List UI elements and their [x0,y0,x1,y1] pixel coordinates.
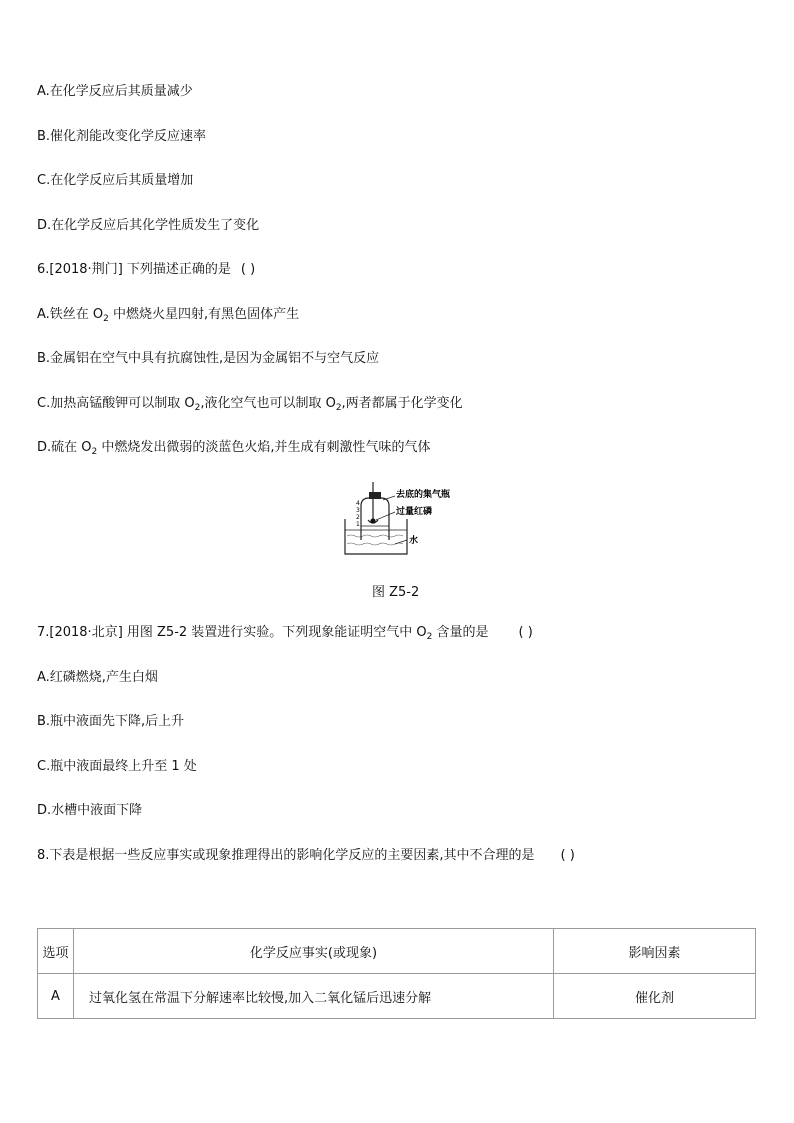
q7-option-b: B.瓶中液面先下降,后上升 [37,714,185,729]
q6-option-b: B.金属铝在空气中具有抗腐蚀性,是因为金属铝不与空气反应 [37,351,380,366]
q6-option-a [37,306,299,325]
q6-c-mid: ,液化空气也可以制取 O [200,396,336,411]
scale-mark-4: 4 [356,500,360,507]
q6-c-subscript-2: 2 [335,403,342,413]
water-wave-1 [347,535,403,537]
scale-mark-2: 2 [356,514,360,521]
row-a-fact: 过氧化氢在常温下分解速率比较慢,加入二氧化锰后迅速分解 [74,974,554,1019]
q6-d-pre: D.硫在 O [37,440,92,455]
table-header-row [38,929,756,974]
q6-c-pre: C.加热高锰酸钾可以制取 O [37,396,195,411]
q6-option-d [37,439,431,458]
q7-answer-paren: ( ) [518,625,533,640]
row-a-option: A [38,974,74,1019]
q7-stem [37,624,533,643]
red-phosphorus [370,518,375,523]
q7-option-c: C.瓶中液面最终上升至 1 处 [37,759,197,774]
q6-a-pre: A.铁丝在 O [37,307,104,322]
table-row [38,974,756,1019]
q8-stem [37,847,575,865]
apparatus-diagram [343,482,455,556]
q8-answer-paren: ( ) [560,848,575,863]
q6-d-subscript: 2 [91,447,98,457]
figure-caption: 图 Z5-2 [372,585,420,600]
bottomless-bottle [361,498,389,540]
q6-a-post: 中燃烧火星四射,有黑色固体产生 [108,307,300,322]
leader-phosphorus [376,512,395,520]
q5-option-c: C.在化学反应后其质量增加 [37,173,194,188]
q8-stem-text: 8.下表是根据一些反应事实或现象推理得出的影响化学反应的主要因素,其中不合理的是 [37,848,535,863]
q6-stem [37,261,255,279]
q6-c-post: ,两者都属于化学变化 [341,396,463,411]
q7-subscript: 2 [426,632,433,642]
scale-mark-1: 1 [356,521,360,528]
label-phosphorus: 过量红磷 [396,507,433,517]
stopper [369,492,381,499]
q6-d-post: 中燃烧发出微弱的淡蓝色火焰,并生成有刺激性气味的气体 [97,440,431,455]
q7-option-a: A.红磷燃烧,产生白烟 [37,670,158,685]
header-fact: 化学反应事实(或现象) [74,929,554,974]
label-water: 水 [409,536,419,546]
q6-a-subscript: 2 [103,314,109,324]
water-trough [345,519,407,554]
q6-stem-text: 6.[2018·荆门] 下列描述正确的是 [37,262,231,277]
q6-option-c [37,395,463,414]
factors-table [37,928,756,1019]
q7-option-d: D.水槽中液面下降 [37,803,143,818]
header-option: 选项 [38,929,74,974]
header-factor: 影响因素 [554,929,756,974]
row-a-factor: 催化剂 [554,974,756,1019]
q5-option-b: B.催化剂能改变化学反应速率 [37,129,207,144]
q7-stem-post: 含量的是 [432,625,489,640]
q6-c-subscript-1: 2 [194,403,201,413]
label-bottle: 去底的集气瓶 [396,490,451,500]
water-wave-2 [347,543,403,545]
scale-mark-3: 3 [356,507,360,514]
q6-answer-paren: ( ) [240,262,256,277]
q7-stem-pre: 7.[2018·北京] 用图 Z5-2 装置进行实验。下列现象能证明空气中 O [37,625,427,640]
q5-option-a: A.在化学反应后其质量减少 [37,84,193,99]
q5-option-d: D.在化学反应后其化学性质发生了变化 [37,218,260,233]
